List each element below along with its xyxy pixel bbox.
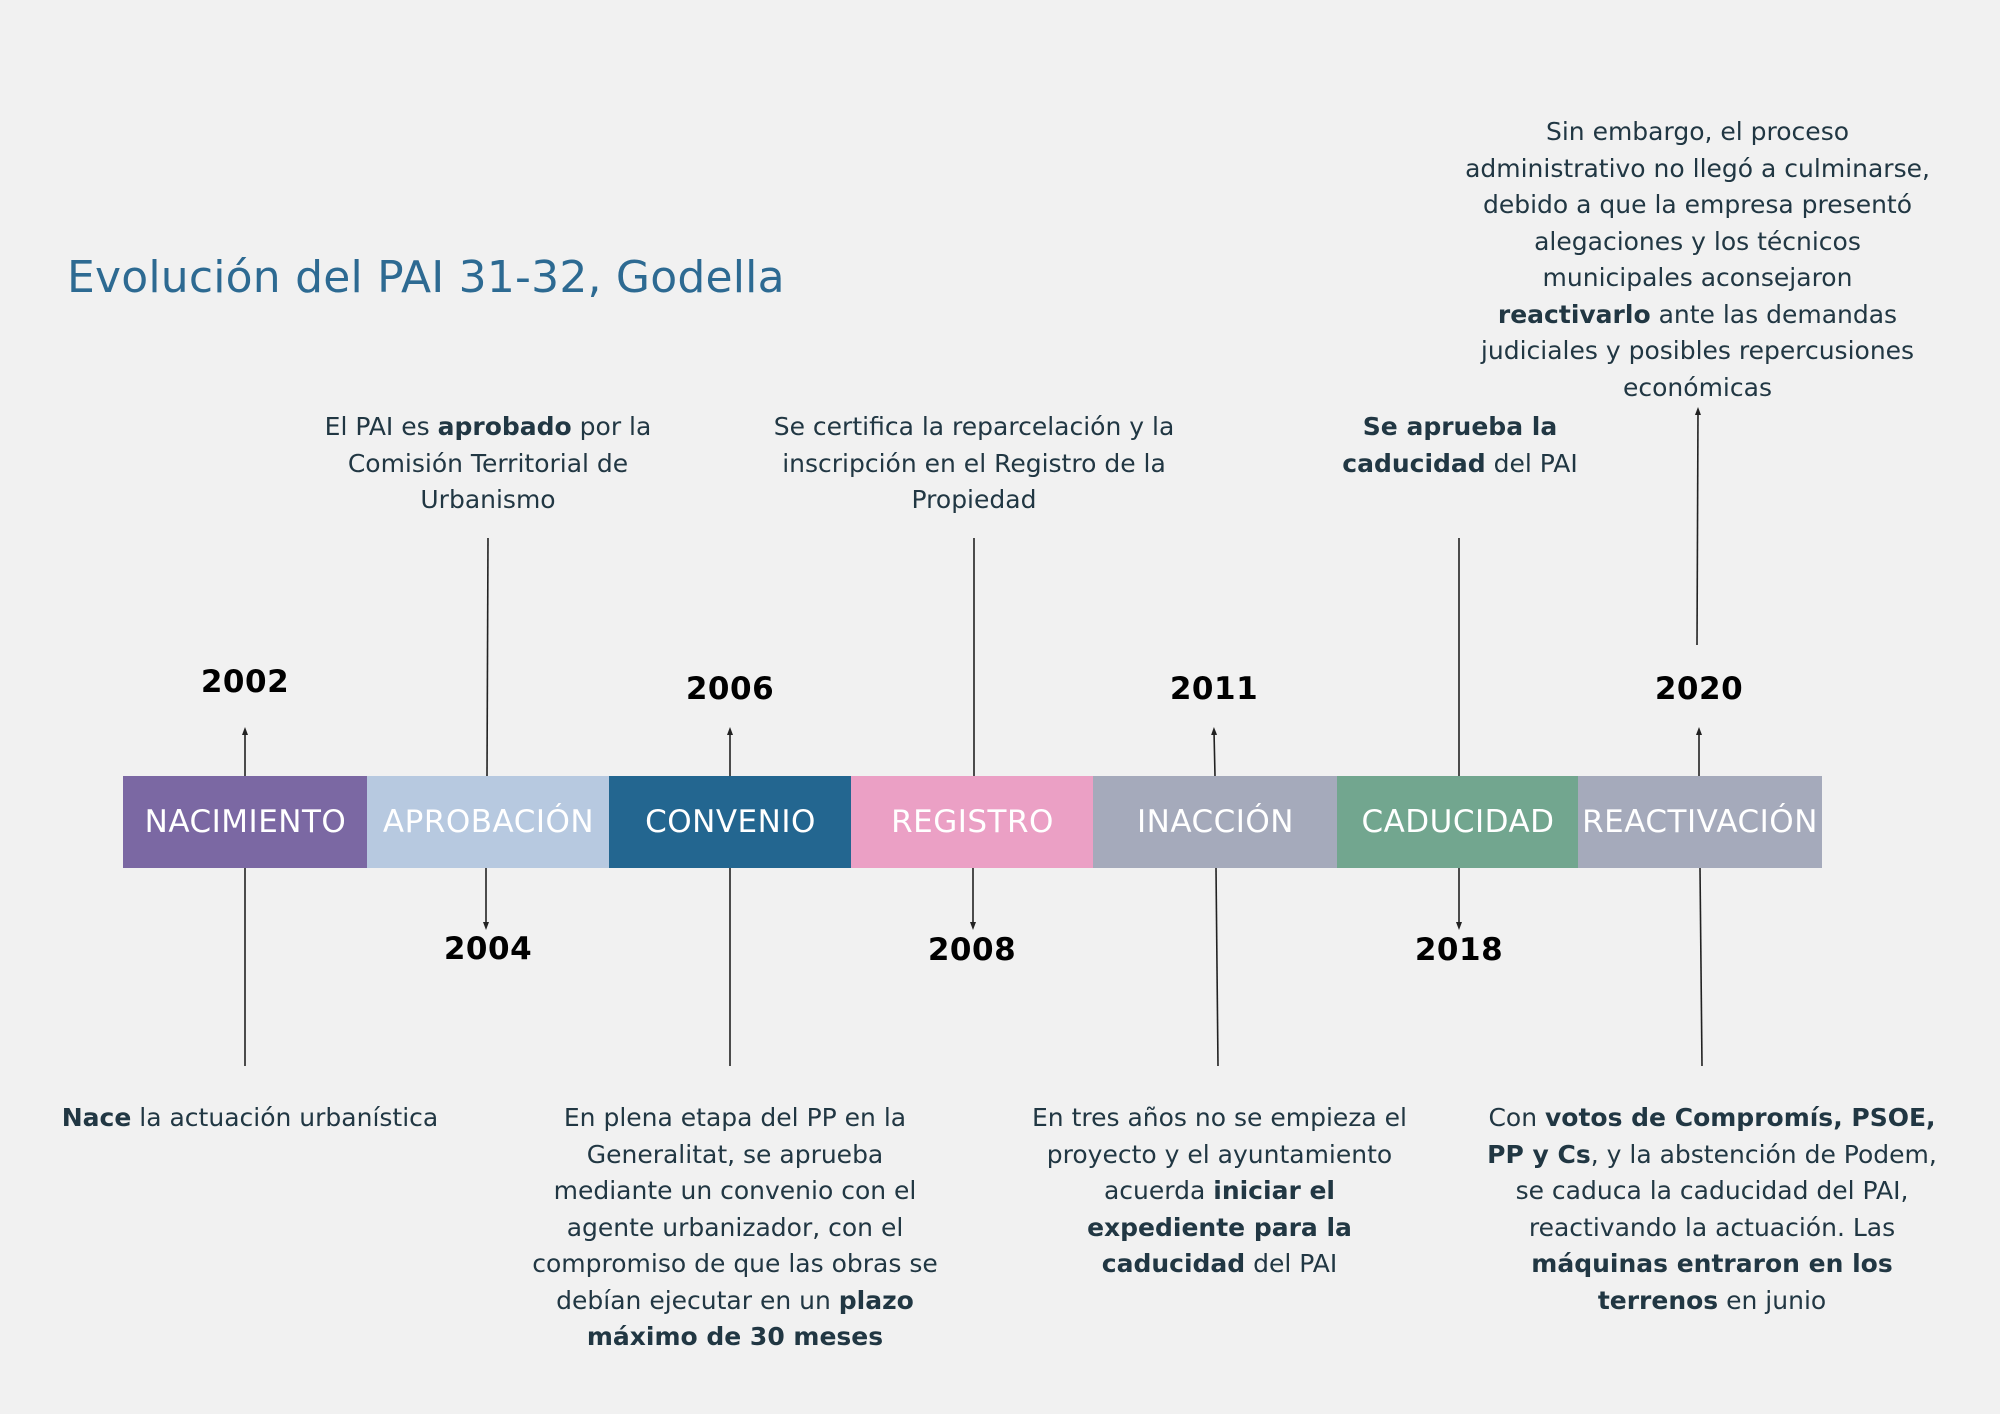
event-2004-bold: aprobado (437, 412, 572, 441)
event-2020-bottom-bold: votos de Compromís, PSOE, PP y Cs (1487, 1103, 1936, 1169)
event-2011-bold: iniciar el expediente para la caducidad (1087, 1176, 1352, 1278)
event-2006-description (530, 1100, 940, 1356)
year-2011: 2011 (1169, 671, 1259, 707)
event-2018-bold: Se aprueba la caducidad (1342, 412, 1558, 478)
event-2020-bottom-text: Con (1488, 1103, 1545, 1132)
connector-2011-up (1214, 731, 1215, 776)
year-2002: 2002 (200, 664, 290, 700)
event-2020-bottom-text-3: en junio (1718, 1285, 1827, 1315)
segment-label: REACTIVACIÓN (1582, 804, 1818, 840)
segment-label: INACCIÓN (1136, 804, 1295, 840)
event-2008-description (764, 409, 1184, 519)
connector-2020-top (1697, 411, 1698, 645)
segment-inaccion (1093, 776, 1338, 868)
event-2004-text-2: por la Comisión Territorial de Urbanismo (347, 412, 652, 514)
segment-label: APROBACIÓN (382, 804, 595, 840)
segment-aprobacion (367, 776, 610, 868)
event-2004-text: El PAI es (324, 412, 438, 441)
event-2020-bottom-text-2: , y la abstención de Podem, se caduca la caducidad del PAI, reactivando la actuación. Las (1515, 1139, 1937, 1242)
event-2011-text: En tres años no se empieza el proyecto y el ayuntamiento acuerda (1032, 1103, 1407, 1205)
connector-2004-up (487, 538, 488, 776)
page-title: Evolución del PAI 31-32, Godella (67, 252, 785, 303)
event-2020-bottom-bold-2: máquinas entraron en los terrenos (1531, 1249, 1893, 1315)
event-2020-top-bold: reactivarlo (1497, 299, 1651, 329)
segment-registro (851, 776, 1094, 868)
event-2020-top-text: Sin embargo, el proceso administrativo no llegó a culminarse, debido a que la empresa presentó alegaciones y los técnicos municipales aconsejaron (1465, 117, 1930, 292)
event-2002-description (60, 1100, 440, 1137)
event-2011-description (1022, 1100, 1417, 1283)
segment-nacimiento (123, 776, 368, 868)
event-2006-bold: plazo máximo de 30 meses (586, 1285, 914, 1351)
event-2006-text: En plena etapa del PP en la Generalitat, se aprueba mediante un convenio con el agente urbanizador, con el compromiso de que las obras se debían ejecutar en un (532, 1103, 938, 1315)
event-2011-text-2: del PAI (1245, 1249, 1338, 1278)
connector-2020-down (1700, 868, 1702, 1066)
event-2018-description (1330, 409, 1590, 482)
segment-label: NACIMIENTO (144, 804, 347, 840)
event-2020-top-description (1465, 114, 1930, 406)
year-2020: 2020 (1654, 671, 1744, 707)
event-2004-description (313, 409, 663, 519)
event-2002-bold: Nace (61, 1103, 132, 1132)
year-2018: 2018 (1414, 932, 1504, 968)
connector-2011-down (1216, 868, 1218, 1066)
segment-caducidad (1337, 776, 1579, 868)
event-2020-bottom-description (1482, 1100, 1942, 1319)
year-2004: 2004 (443, 931, 533, 967)
segment-reactivacion (1578, 776, 1822, 868)
event-2020-top-text-2: ante las demandas judiciales y posibles repercusiones económicas (1480, 299, 1915, 402)
event-2018-text: del PAI (1485, 448, 1578, 478)
event-2008-text: Se certifica la reparcelación y la inscripción en el Registro de la Propiedad (773, 412, 1175, 514)
segment-label: REGISTRO (891, 804, 1054, 840)
year-2006: 2006 (685, 671, 775, 707)
segment-label: CONVENIO (645, 804, 816, 840)
segment-label: CADUCIDAD (1361, 804, 1555, 840)
event-2002-text: la actuación urbanística (131, 1103, 439, 1132)
segment-convenio (609, 776, 852, 868)
year-2008: 2008 (927, 932, 1017, 968)
